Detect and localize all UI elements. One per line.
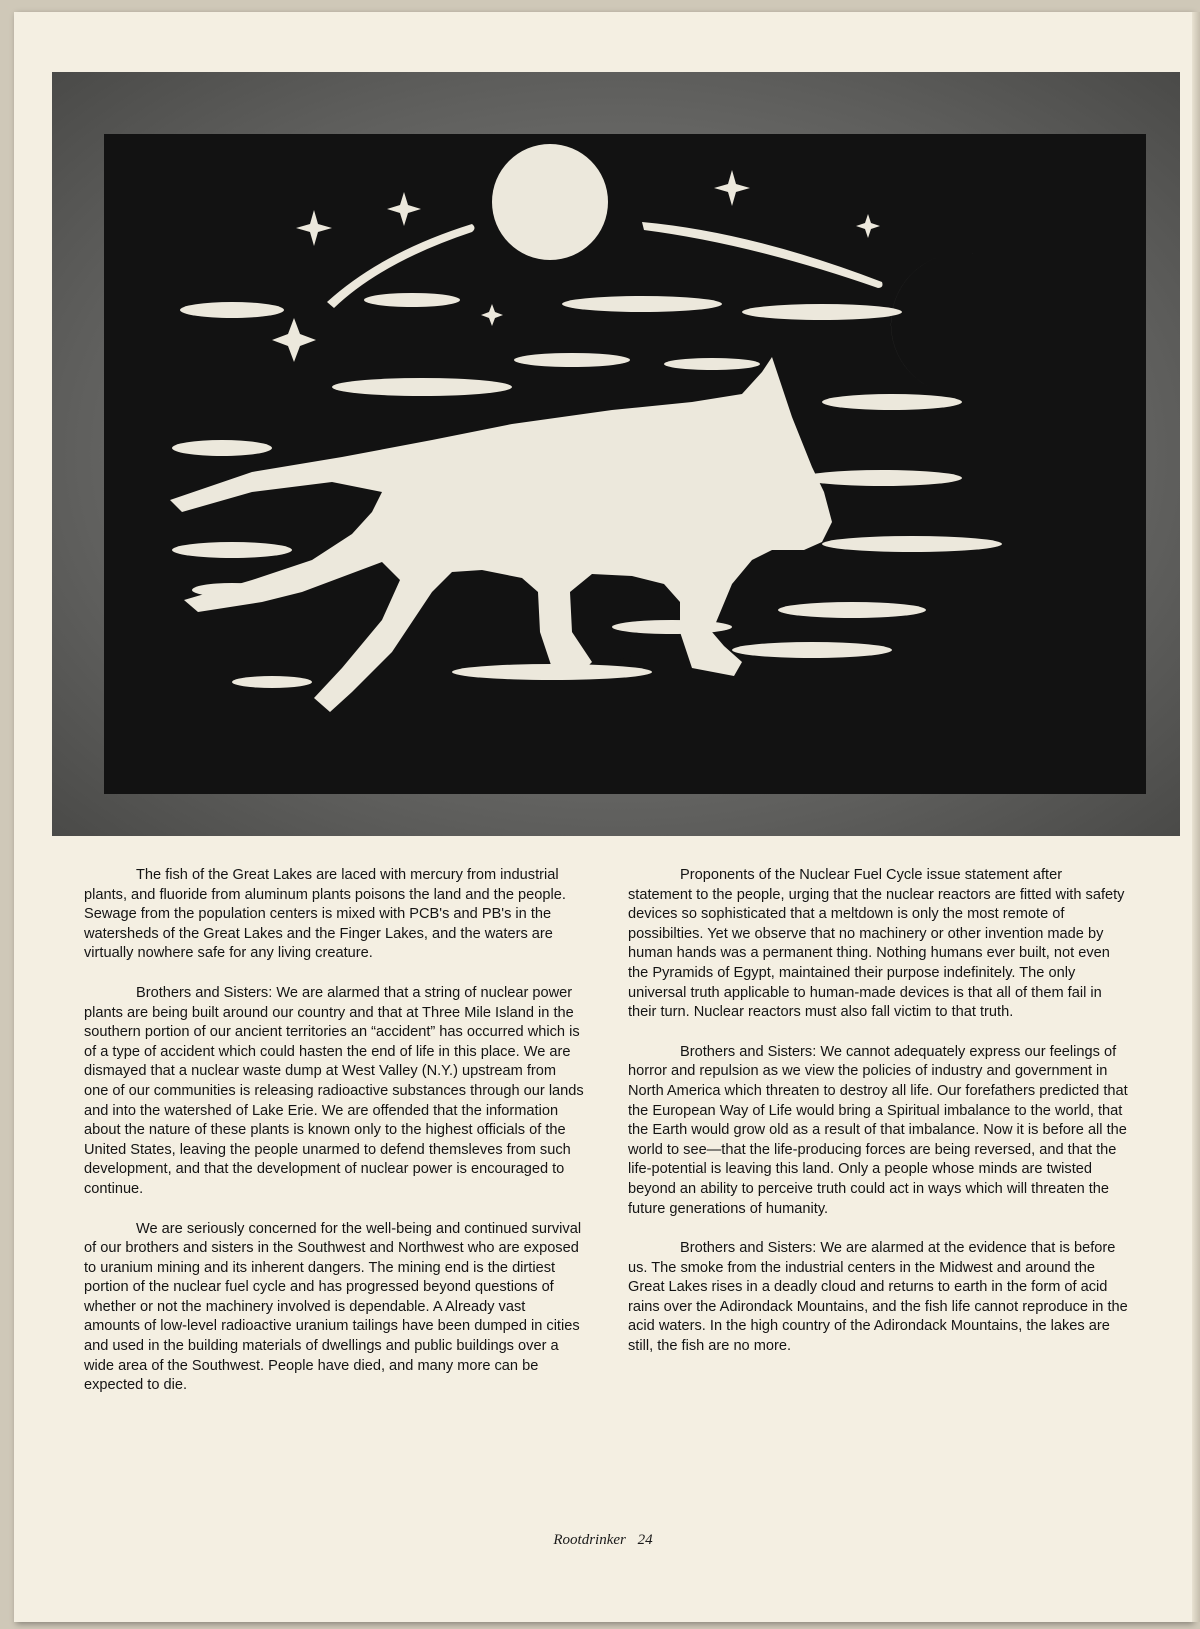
paragraph-uranium-mining: We are seriously concerned for the well-being and continued survival of our brothers and sisters in the Southwest and Northwest who are exposed to uranium mining and its inherent dangers. The mining end is the dirtiest portion of the nuclear fuel cycle and has progressed beyond questions of whether or not the machinery involved is dependable. A Already vast amounts of low-level radioactive uranium tailings have been dumped in cities and used in the building materials of dwellings and public buildings over a wide area of the Southwest. People have died, and many more can be expected to die.: [84, 1220, 582, 1394]
streak-9: [172, 440, 272, 456]
streak-11: [802, 470, 962, 486]
illustration-frame: [52, 72, 1180, 836]
streak-7: [332, 378, 512, 396]
streak-4: [742, 304, 902, 320]
paragraph-nuclear-fuel-cycle: Proponents of the Nuclear Fuel Cycle issue statement after statement to the people, urging that the nuclear reactors are fitted with safety devices so sophisticated that a meltdown is only the most remote of possibilties. Yet we observe that no machinery or other invention made by human hands was a permanent thing. Nothing humans ever built, not even the Pyramids of Egypt, maintained their purpose indefinitely. The only universal truth applicable to human-made devices is that all of them fail in their turn. Nuclear reactors must also fall victim to that truth.: [628, 867, 1125, 1021]
streak-3: [562, 296, 722, 312]
page-footer: [14, 1532, 1192, 1549]
streak-8: [822, 394, 962, 410]
magazine-page: [14, 12, 1192, 1622]
streak-6: [664, 358, 760, 370]
full-moon: [492, 144, 608, 260]
wolf-night-sky-illustration: [52, 72, 1180, 836]
publication-name: Rootdrinker: [553, 1532, 626, 1548]
paragraph-horror-repulsion: Brothers and Sisters: We cannot adequately express our feelings of horror and repulsion as we view the policies of industry and government in North America which threaten to destroy all life. Our forefathers predicted that the European Way of Life would bring a Spiritual imbalance to the world, that the Earth would grow old as a result of that imbalance. Now it is before all the world to see—that the life-producing forces are being reversed, and that the life-potential is leaving this land. Only a people whose minds are twisted beyond an ability to perceive truth could act in ways which will threaten the future generations of humanity.: [628, 1043, 1128, 1217]
page-edge: [1192, 12, 1200, 1622]
right-text-column: [628, 866, 1128, 1377]
streak-13: [822, 536, 1002, 552]
paragraph-nuclear-plants: Brothers and Sisters: We are alarmed that a string of nuclear power plants are being built around our country and that at Three Mile Island in the southern portion of our ancient territories an “accident” has occurred which is of a type of accident which could hasten the end of life in this place. We are dismayed that a nuclear waste dump at West Valley (N.Y.) upstream from one of our communities is releasing radioactive substances through our lands and into the watershed of Lake Erie. We are offended that the information about the nature of these plants is known only to the highest officials of the United States, leaving the people unarmed to defend themsleves from such development, and that the development of nuclear power is encouraged to continue.: [84, 984, 584, 1197]
left-text-column: [84, 866, 584, 1416]
streak-12: [172, 542, 292, 558]
streak-19: [232, 676, 312, 688]
streak-17: [732, 642, 892, 658]
streak-1: [180, 302, 284, 318]
streak-2: [364, 293, 460, 307]
streak-15: [778, 602, 926, 618]
streak-5: [514, 353, 630, 367]
paragraph-fish-great-lakes: The fish of the Great Lakes are laced with mercury from industrial plants, and fluoride from aluminum plants poisons the land and the people. Sewage from the population centers is mixed with PCB's and PB's in the watersheds of the Great Lakes and the Finger Lakes, and the waters are virtually nowhere safe for any living creature.: [84, 867, 566, 962]
page-number: 24: [637, 1532, 653, 1548]
paragraph-acid-rain: Brothers and Sisters: We are alarmed at the evidence that is before us. The smoke from the industrial centers in the Midwest and around the Great Lakes rises in a deadly cloud and returns to earth in the form of acid rains over the Adirondack Mountains, and the fish life cannot reproduce in the acid waters. In the high country of the Adirondack Mountains, the lakes are still, the fish are no more.: [628, 1240, 1128, 1355]
